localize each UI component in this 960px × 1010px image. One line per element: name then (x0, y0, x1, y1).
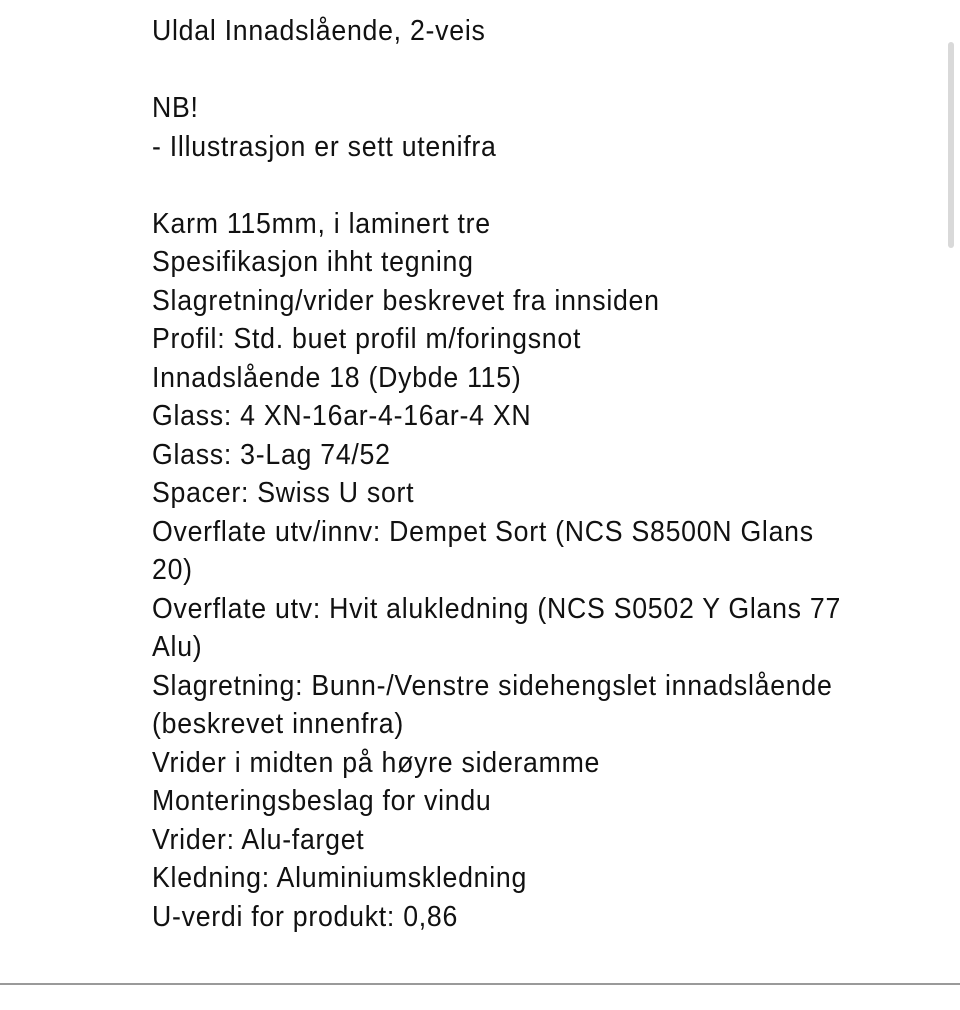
spec-line: (beskrevet innenfra) (152, 708, 404, 740)
spec-line: Profil: Std. buet profil m/foringsnot (152, 323, 582, 355)
product-description (152, 12, 942, 936)
spec-line: Slagretning/vrider beskrevet fra innsiden (152, 284, 660, 317)
spec-line: Glass: 3-Lag 74/52 (152, 438, 391, 471)
spec-line: U-verdi for produkt: 0,86 (152, 900, 459, 933)
spec-list (152, 205, 942, 937)
note-heading: NB! (152, 92, 199, 124)
vertical-scrollbar[interactable] (948, 42, 954, 248)
spec-line: Monteringsbeslag for vindu (152, 785, 492, 817)
spec-line: Vrider i midten på høyre sideramme (152, 746, 601, 779)
product-title: Uldal Innadslående, 2-veis (152, 15, 486, 47)
spacer (152, 51, 942, 90)
spec-line: Glass: 4 XN-16ar-4-16ar-4 XN (152, 400, 532, 432)
spec-line: Kledning: Aluminiumskledning (152, 862, 528, 894)
spec-line: Slagretning: Bunn-/Venstre sidehengslet innadslående (152, 669, 833, 702)
spec-line: Karm 115mm, i laminert tre (152, 207, 491, 240)
note-line: - Illustrasjon er sett utenifra (152, 130, 497, 163)
bottom-divider (0, 983, 960, 985)
spec-line: Spesifikasjon ihht tegning (152, 246, 474, 278)
spec-line: Overflate utv/innv: Dempet Sort (NCS S8500N Glans (152, 515, 814, 548)
spec-line: Innadslående 18 (Dybde 115) (152, 361, 522, 394)
spec-line: Vrider: Alu-farget (152, 823, 365, 856)
spec-line: Alu) (152, 631, 203, 663)
spec-line: 20) (152, 554, 193, 586)
spec-line: Overflate utv: Hvit alukledning (NCS S0502 Y Glans 77 (152, 592, 842, 625)
spec-line: Spacer: Swiss U sort (152, 477, 415, 509)
spacer (152, 166, 942, 205)
